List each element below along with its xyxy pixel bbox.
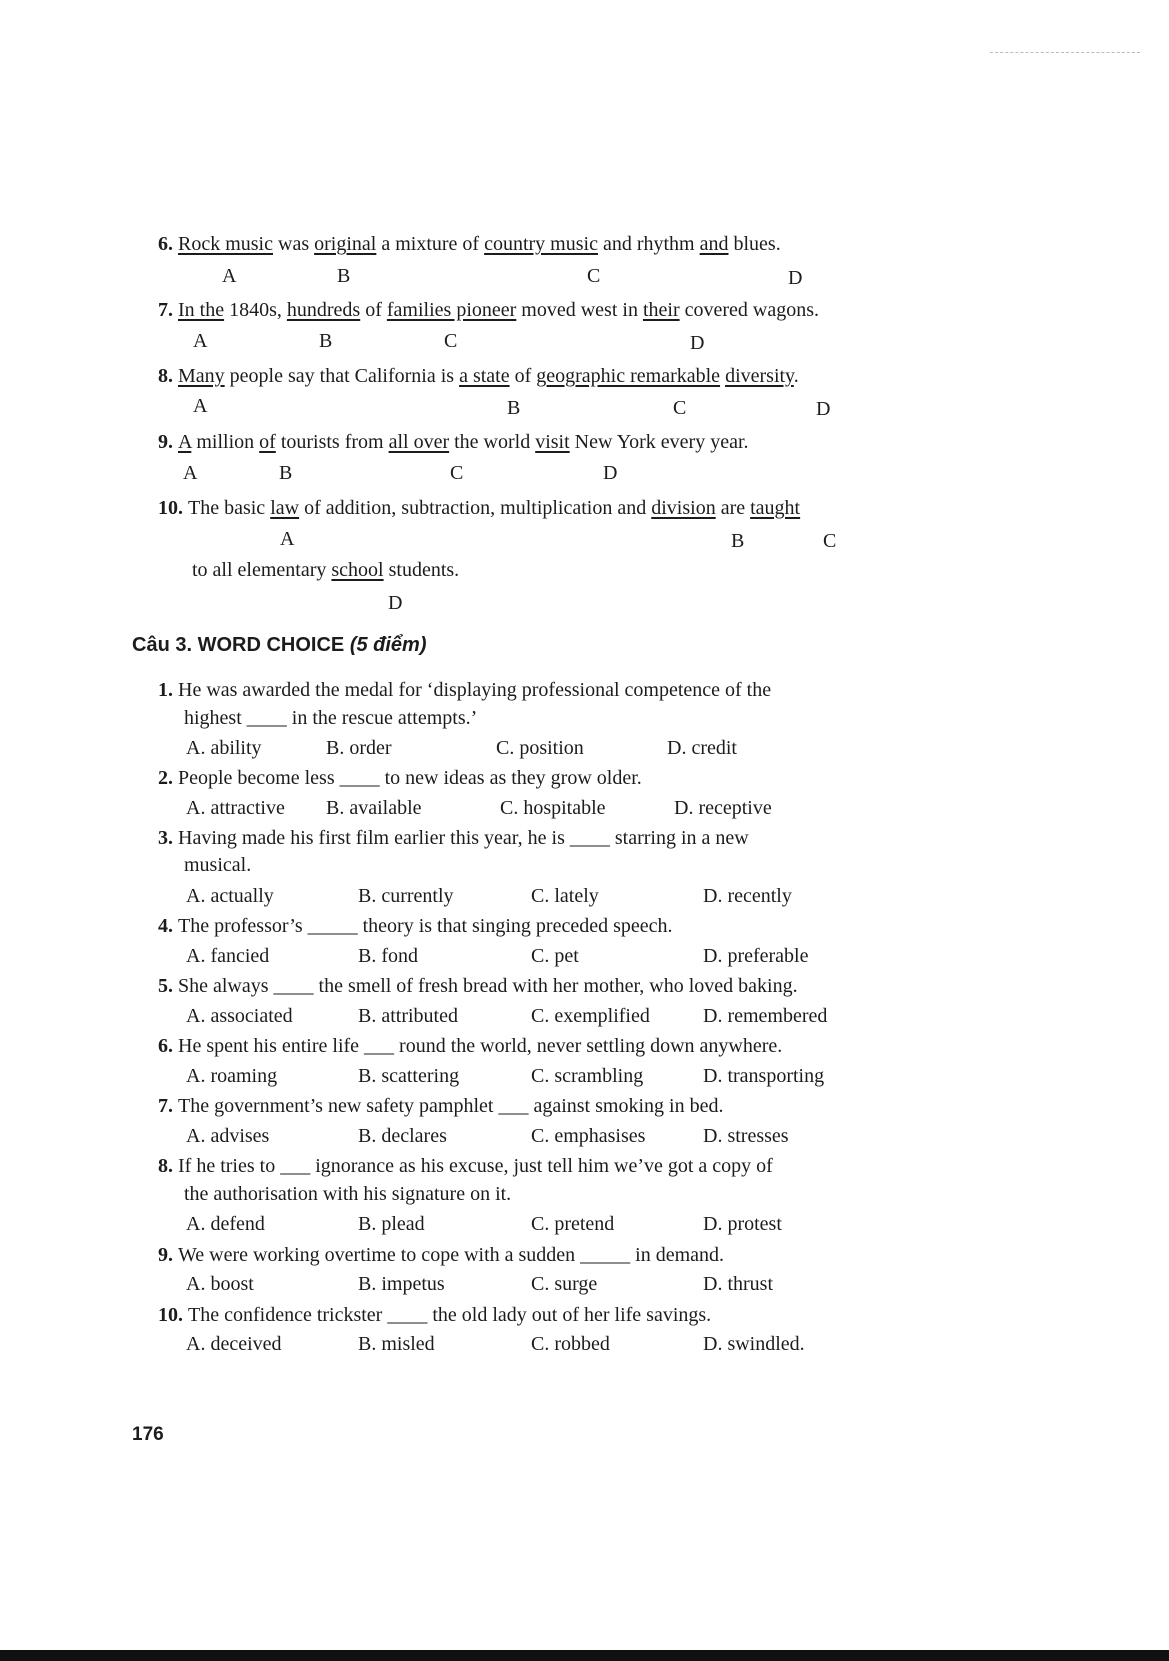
option-a[interactable]: A. advises [186,1125,270,1147]
letter-d: D [388,592,403,614]
letter-d: D [603,462,618,484]
underlined-segment: Rock music [178,233,273,255]
option-a[interactable]: A. associated [186,1005,293,1027]
text-segment: tourists from [275,431,389,453]
item-number: 10. [158,1304,188,1326]
underlined-segment: original [314,233,377,255]
text-segment: a mixture of [376,233,485,255]
top-dash-mark [990,52,1140,53]
question-text [158,1243,724,1267]
option-a[interactable]: A. fancied [186,945,270,967]
error-item-10-continuation [192,558,459,582]
item-number: 9. [158,431,178,453]
option-c[interactable]: C. emphasises [531,1125,646,1147]
error-item-10 [158,496,800,520]
option-a[interactable]: A. defend [186,1213,265,1235]
underlined-segment: In the [178,299,225,321]
question-text [158,914,673,938]
letter-a: A [193,395,208,417]
text-segment: moved west in [516,299,643,321]
question-stem: He spent his entire life ___ round the world, never settling down anywhere. [178,1035,783,1057]
text-segment: 1840s, [224,299,287,321]
item-number: 9. [158,1244,178,1266]
underlined-segment: of [259,431,276,453]
option-d[interactable]: D. recently [703,885,792,907]
question-stem: If he tries to ___ ignorance as his excuse, just tell him we’ve got a copy of [178,1155,773,1177]
underlined-segment: diversity [725,365,794,387]
question-text [158,1154,773,1178]
item-number: 7. [158,299,178,321]
option-a[interactable]: A. ability [186,737,262,759]
letter-b: B [731,530,745,552]
text-segment: of addition, subtraction, multiplication and [299,497,652,519]
error-item-9 [158,430,749,454]
option-b[interactable]: B. fond [358,945,418,967]
underlined-segment: families pioneer [386,299,517,321]
option-d[interactable]: D. transporting [703,1065,825,1087]
option-c[interactable]: C. pet [531,945,579,967]
option-c[interactable]: C. lately [531,885,599,907]
item-number: 4. [158,915,178,937]
text-segment: covered wagons. [679,299,820,321]
letter-a: A [222,265,237,287]
question-text-continued: the authorisation with his signature on it. [184,1183,512,1205]
option-c[interactable]: C. scrambling [531,1065,644,1087]
option-b[interactable]: B. misled [358,1333,435,1355]
text-segment: students. [383,559,460,581]
question-text [158,766,642,790]
question-text [158,974,798,998]
text-segment: of [360,299,387,321]
underlined-segment: their [642,299,680,321]
item-number: 7. [158,1095,178,1117]
option-c[interactable]: C. surge [531,1273,598,1295]
underlined-segment: hundreds [286,299,361,321]
letter-a: A [193,330,208,352]
letter-b: B [319,330,333,352]
option-d[interactable]: D. preferable [703,945,809,967]
text-segment: and rhythm [597,233,700,255]
text-segment: New York every year. [569,431,749,453]
option-a[interactable]: A. roaming [186,1065,278,1087]
option-b[interactable]: B. currently [358,885,454,907]
letter-c: C [444,330,458,352]
letter-d: D [690,332,705,354]
letter-d: D [788,267,803,289]
letter-c: C [823,530,837,552]
option-a[interactable]: A. actually [186,885,274,907]
underlined-segment: visit [535,431,570,453]
option-b[interactable]: B. impetus [358,1273,445,1295]
page-number: 176 [132,1424,164,1445]
text-segment: was [273,233,315,255]
question-text [158,1303,711,1327]
question-text [158,826,749,850]
option-b[interactable]: B. attributed [358,1005,458,1027]
question-text-continued: highest ____ in the rescue attempts.’ [184,707,478,729]
item-number: 1. [158,679,178,701]
option-c[interactable]: C. hospitable [500,797,606,819]
text-segment: to all elementary [192,559,332,581]
option-d[interactable]: D. protest [703,1213,782,1235]
option-c[interactable]: C. exemplified [531,1005,650,1027]
letter-b: B [279,462,293,484]
underlined-segment: and [699,233,729,255]
text-segment: million [191,431,260,453]
underlined-segment: a state [459,365,510,387]
underlined-segment: division [651,497,716,519]
letter-c: C [587,265,601,287]
underlined-segment: A [178,431,192,453]
bottom-scan-edge [0,1650,1169,1661]
question-text [158,1034,782,1058]
letter-b: B [337,265,351,287]
letter-c: C [450,462,464,484]
letter-a: A [280,528,295,550]
text-segment: the world [449,431,536,453]
question-text [158,1094,723,1118]
item-number: 8. [158,1155,178,1177]
question-stem: She always ____ the smell of fresh bread with her mother, who loved baking. [178,975,798,997]
option-d[interactable]: D. receptive [674,797,772,819]
underlined-segment: geographic remarkable [536,365,721,387]
letter-b: B [507,397,521,419]
item-number: 5. [158,975,178,997]
question-text-continued: musical. [184,854,252,876]
text-segment: blues. [728,233,781,255]
error-item-8 [158,364,799,388]
underlined-segment: Many [178,365,225,387]
option-b[interactable]: B. available [326,797,422,819]
option-d[interactable]: D. stresses [703,1125,789,1147]
item-number: 10. [158,497,188,519]
question-text [158,678,771,702]
error-item-6 [158,232,781,256]
option-a[interactable]: A. deceived [186,1333,282,1355]
underlined-segment: law [270,497,300,519]
text-segment: are [715,497,751,519]
text-segment: of [509,365,537,387]
underlined-segment: taught [750,497,801,519]
option-d[interactable]: D. credit [667,737,737,759]
option-b[interactable]: B. declares [358,1125,447,1147]
question-stem: He was awarded the medal for ‘displaying professional competence of the [178,679,772,701]
option-d[interactable]: D. thrust [703,1273,773,1295]
question-stem: We were working overtime to cope with a sudden _____ in demand. [178,1244,725,1266]
underlined-segment: country music [484,233,598,255]
question-stem: The professor’s _____ theory is that singing preceded speech. [178,915,673,937]
item-number: 6. [158,1035,178,1057]
section-title: Câu 3. WORD CHOICE [132,634,345,656]
section-heading [132,632,427,658]
item-number: 3. [158,827,178,849]
section-points: (5 điểm) [349,634,427,656]
item-number: 2. [158,767,178,789]
question-stem: Having made his first film earlier this year, he is ____ starring in a new [178,827,749,849]
text-segment: people say that California is [224,365,460,387]
underlined-segment: school [331,559,384,581]
question-stem: The government’s new safety pamphlet ___ against smoking in bed. [178,1095,724,1117]
question-stem: People become less ____ to new ideas as they grow older. [178,767,642,789]
option-c[interactable]: C. pretend [531,1213,615,1235]
option-b[interactable]: B. plead [358,1213,425,1235]
text-segment: . [793,365,799,387]
letter-c: C [673,397,687,419]
underlined-segment: all over [388,431,450,453]
question-stem: The confidence trickster ____ the old lady out of her life savings. [188,1304,712,1326]
letter-a: A [183,462,198,484]
option-d[interactable]: D. swindled. [703,1333,805,1355]
option-b[interactable]: B. scattering [358,1065,460,1087]
letter-d: D [816,398,831,420]
option-c[interactable]: C. robbed [531,1333,610,1355]
option-b[interactable]: B. order [326,737,392,759]
text-segment: The basic [188,497,271,519]
option-c[interactable]: C. position [496,737,584,759]
option-d[interactable]: D. remembered [703,1005,828,1027]
error-item-7 [158,298,819,322]
item-number: 8. [158,365,178,387]
option-a[interactable]: A. attractive [186,797,285,819]
item-number: 6. [158,233,178,255]
option-a[interactable]: A. boost [186,1273,254,1295]
